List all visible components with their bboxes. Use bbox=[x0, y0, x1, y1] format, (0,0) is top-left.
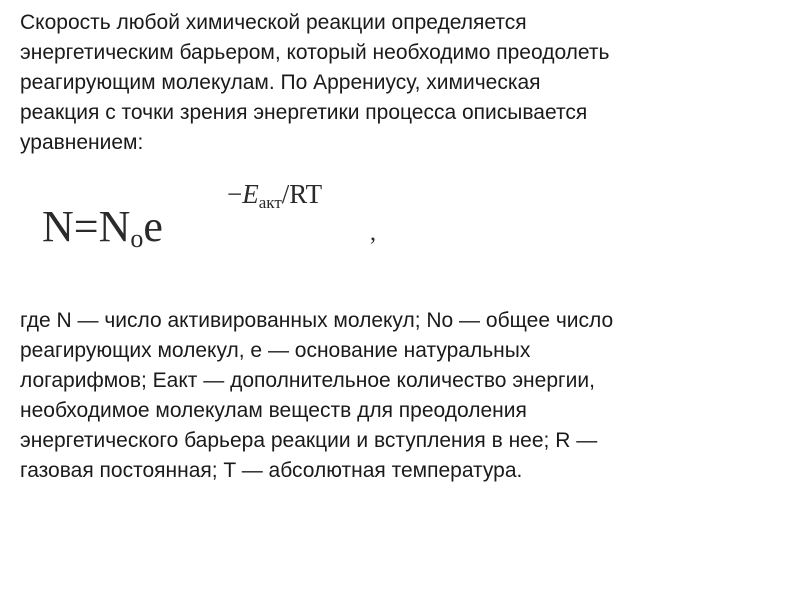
formula-exp-tail: /RT bbox=[281, 179, 323, 209]
formula-comma: , bbox=[370, 220, 376, 246]
formula-base-subscript: o bbox=[130, 224, 144, 253]
intro-line: Скорость любой химической реакции определяется bbox=[20, 11, 527, 34]
legend-line: необходимое молекулам веществ для преодоления bbox=[20, 399, 527, 422]
intro-paragraph bbox=[20, 8, 780, 158]
legend-line: логарифмов; Еакт — дополнительное количество энергии, bbox=[20, 369, 595, 392]
formula-base: N bbox=[98, 202, 131, 251]
legend-paragraph bbox=[20, 306, 780, 486]
formula-exp-minus: − bbox=[227, 179, 243, 209]
legend-line: где N — число активированных молекул; No — общее число bbox=[20, 309, 614, 332]
formula-exp-energy-subscript: акт bbox=[258, 193, 282, 212]
intro-line: энергетическим барьером, который необходимо преодолеть bbox=[20, 41, 610, 64]
formula-exp-energy: E bbox=[242, 179, 259, 209]
formula-main bbox=[42, 202, 163, 258]
intro-line: реагирующим молекулам. По Аррениусу, химическая bbox=[20, 71, 541, 94]
formula-lhs: N bbox=[42, 202, 74, 251]
formula-exponent bbox=[227, 178, 322, 214]
legend-line: энергетического барьера реакции и вступления в нее; R — bbox=[20, 429, 598, 452]
legend-line: газовая постоянная; T — абсолютная температура. bbox=[20, 459, 523, 482]
intro-line: реакция с точки зрения энергетики процесса описывается bbox=[20, 101, 588, 124]
intro-line: уравнением: bbox=[20, 131, 144, 154]
formula-equals: = bbox=[73, 202, 99, 251]
legend-line: реагирующих молекул, е — основание натуральных bbox=[20, 339, 531, 362]
formula-exp-base: e bbox=[143, 202, 163, 251]
